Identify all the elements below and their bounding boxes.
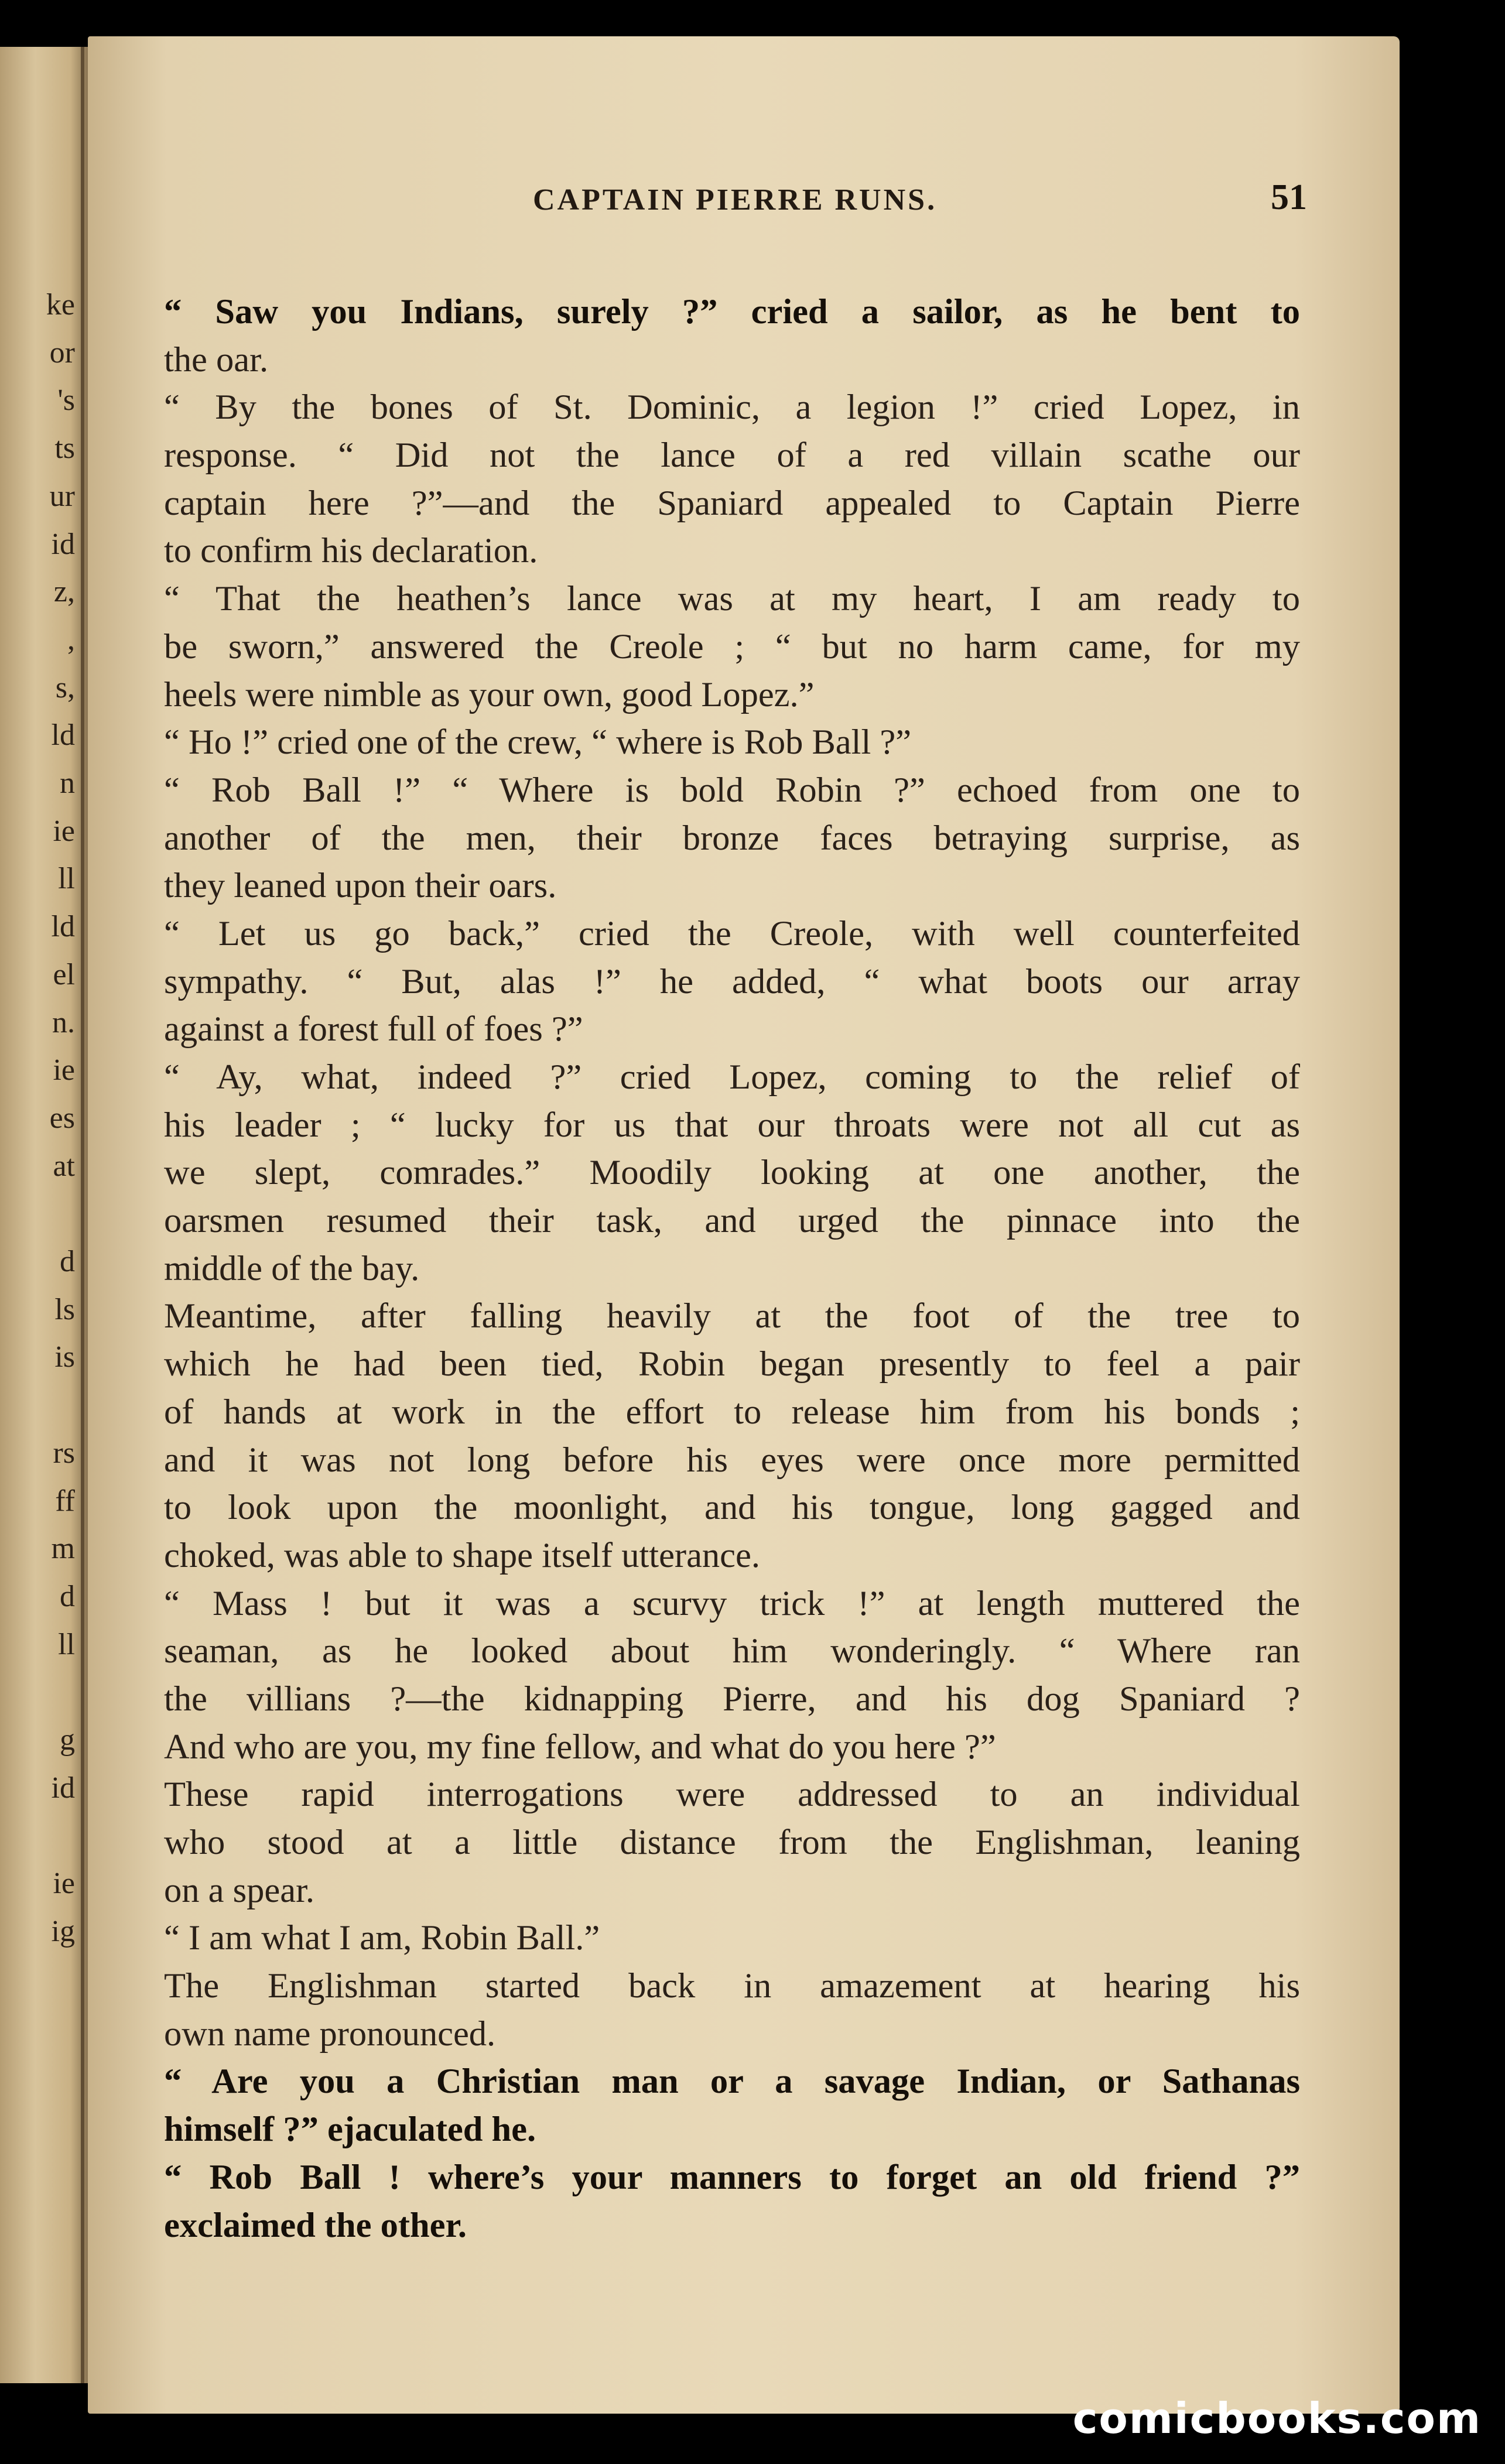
facing-page-fragment: ts <box>54 432 75 466</box>
text-line: “ Are you a Christian man or a savage Indian, or Sathanas <box>164 2062 1300 2102</box>
text-line: And who are you, my fine fellow, and what do you here ?” <box>164 1727 996 1767</box>
facing-page-edge <box>0 47 88 2383</box>
facing-page-fragment: ie <box>53 1053 75 1087</box>
text-line: to look upon the moonlight, and his tongue, long gagged and <box>164 1488 1300 1528</box>
text-line: sympathy. “ But, alas !” he added, “ what boots our array <box>164 961 1300 1001</box>
facing-page-fragment: at <box>53 1149 75 1183</box>
text-line: we slept, comrades.” Moodily looking at one another, the <box>164 1153 1300 1193</box>
facing-page-fragment: g <box>60 1723 75 1757</box>
text-line: “ Ho !” cried one of the crew, “ where is Rob Ball ?” <box>164 723 912 762</box>
text-line: These rapid interrogations were addressed to an individual <box>164 1775 1300 1815</box>
text-line: his leader ; “ lucky for us that our throats were not all cut as <box>164 1105 1300 1145</box>
running-head: CAPTAIN PIERRE RUNS. <box>533 183 938 217</box>
text-line: “ Rob Ball !” “ Where is bold Robin ?” echoed from one to <box>164 770 1300 810</box>
page-number: 51 <box>1271 177 1307 217</box>
facing-page-fragment: or <box>49 336 75 369</box>
text-line: The Englishman started back in amazement at hearing his <box>164 1966 1300 2006</box>
facing-page-fragment: , <box>67 622 75 656</box>
facing-page-fragment: id <box>51 1771 75 1805</box>
page-body-text <box>164 288 1300 2249</box>
facing-page-fragment: ie <box>53 1867 75 1901</box>
text-line: to confirm his declaration. <box>164 531 538 571</box>
facing-page-fragment: ke <box>46 288 75 321</box>
text-line: the villians ?—the kidnapping Pierre, and his dog Spaniard ? <box>164 1679 1300 1719</box>
text-line: oarsmen resumed their task, and urged the pinnace into the <box>164 1201 1300 1241</box>
text-line: of hands at work in the effort to release him from his bonds ; <box>164 1392 1300 1432</box>
text-line: the oar. <box>164 340 269 379</box>
facing-page-fragment: ff <box>55 1484 75 1518</box>
facing-page-fragment: d <box>60 1245 75 1278</box>
text-line: exclaimed the other. <box>164 2205 467 2245</box>
facing-page-fragment: z, <box>53 575 75 609</box>
text-line: be sworn,” answered the Creole ; “ but no harm came, for my <box>164 627 1300 666</box>
text-line: and it was not long before his eyes were once more permitted <box>164 1440 1300 1480</box>
text-line: Meantime, after falling heavily at the foot of the tree to <box>164 1296 1300 1336</box>
facing-page-fragment: rs <box>53 1436 75 1470</box>
text-line: which he had been tied, Robin began presently to feel a pair <box>164 1344 1300 1384</box>
facing-page-fragment: ld <box>51 910 75 944</box>
facing-page-fragment: ig <box>51 1914 75 1948</box>
text-line: another of the men, their bronze faces betraying surprise, as <box>164 818 1300 858</box>
facing-page-fragment: es <box>49 1101 75 1135</box>
book-page <box>88 36 1400 2414</box>
text-line: captain here ?”—and the Spaniard appealed to Captain Pierre <box>164 483 1300 523</box>
facing-page-fragment: id <box>51 527 75 561</box>
text-line: seaman, as he looked about him wonderingly. “ Where ran <box>164 1631 1300 1671</box>
text-line: “ That the heathen’s lance was at my heart, I am ready to <box>164 579 1300 619</box>
facing-page-fragment: d <box>60 1579 75 1613</box>
text-line: “ By the bones of St. Dominic, a legion !” cried Lopez, in <box>164 388 1300 427</box>
text-line: on a spear. <box>164 1870 315 1910</box>
page-header <box>88 177 1400 224</box>
text-line: “ I am what I am, Robin Ball.” <box>164 1918 600 1958</box>
facing-page-fragment: ll <box>58 862 75 896</box>
facing-page-fragment: s, <box>55 670 75 704</box>
text-line: they leaned upon their oars. <box>164 866 557 906</box>
text-line: heels were nimble as your own, good Lopez.” <box>164 675 815 714</box>
facing-page-fragment: el <box>53 957 75 991</box>
facing-page-fragment: 's <box>57 384 75 417</box>
facing-page-fragment: ll <box>58 1627 75 1661</box>
facing-page-fragment: ur <box>49 479 75 513</box>
facing-page-fragment: ie <box>53 814 75 848</box>
text-line: own name pronounced. <box>164 2014 496 2054</box>
text-line: “ Rob Ball ! where’s your manners to forget an old friend ?” <box>164 2157 1300 2197</box>
text-line: “ Let us go back,” cried the Creole, with well counterfeited <box>164 913 1300 953</box>
text-line: choked, was able to shape itself utterance. <box>164 1535 761 1575</box>
text-line: against a forest full of foes ?” <box>164 1009 583 1049</box>
text-line: “ Saw you Indians, surely ?” cried a sailor, as he bent to <box>164 292 1300 331</box>
facing-page-fragment: n <box>60 766 75 800</box>
text-line: middle of the bay. <box>164 1248 420 1288</box>
text-line: who stood at a little distance from the Englishman, leaning <box>164 1823 1300 1862</box>
text-line: response. “ Did not the lance of a red villain scathe our <box>164 436 1300 475</box>
text-line: “ Mass ! but it was a scurvy trick !” at length muttered the <box>164 1583 1300 1623</box>
facing-page-fragment: is <box>54 1340 75 1374</box>
page-gutter <box>81 47 84 2383</box>
text-line: “ Ay, what, indeed ?” cried Lopez, coming to the relief of <box>164 1058 1300 1097</box>
facing-page-fragment: m <box>51 1532 75 1566</box>
facing-page-fragment: n. <box>52 1005 75 1039</box>
facing-page-fragment: ld <box>51 718 75 752</box>
text-line: himself ?” ejaculated he. <box>164 2110 536 2150</box>
site-watermark: comicbooks.com <box>1072 2394 1482 2443</box>
facing-page-fragment: ls <box>54 1292 75 1326</box>
